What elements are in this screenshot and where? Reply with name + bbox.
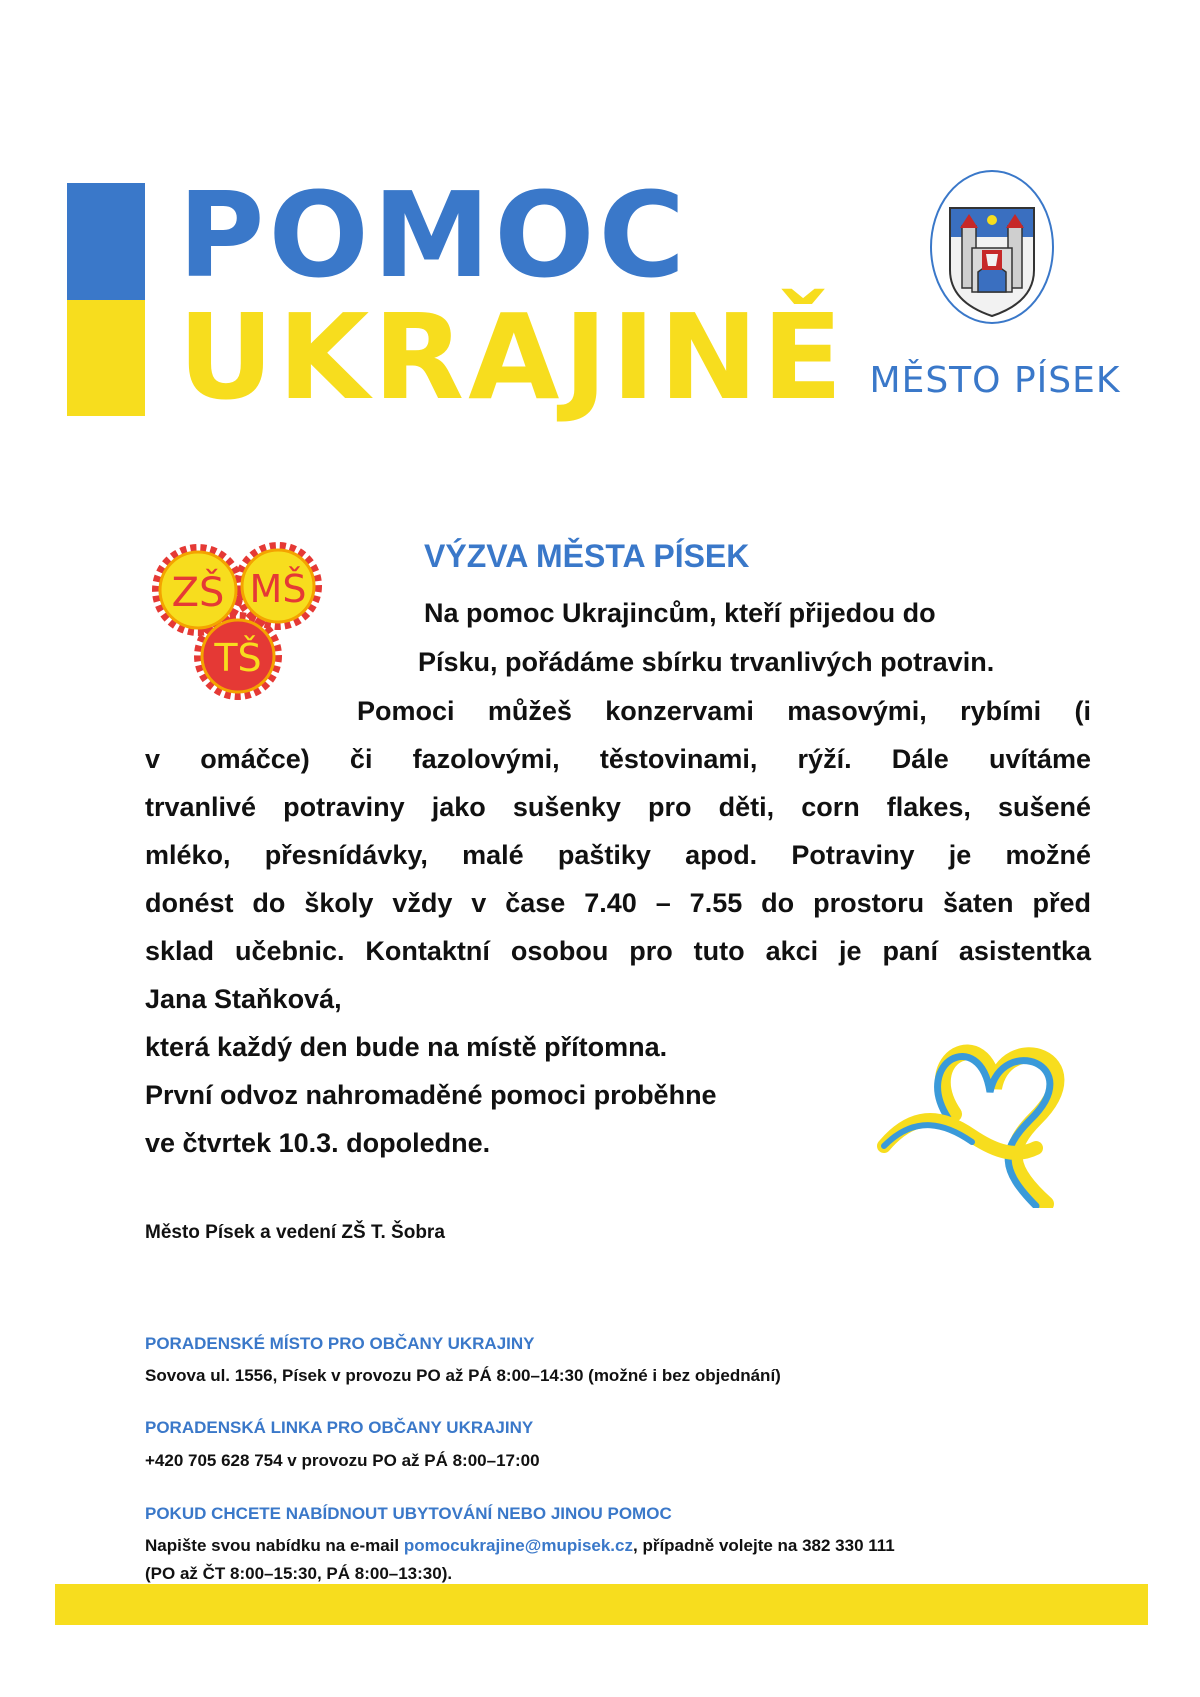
school-logo-ts: TŠ [214, 636, 262, 680]
school-logo-ms: MŠ [249, 567, 307, 611]
appeal-line-6: mléko, přesnídávky, malé paštiky apod. Potraviny je možné [145, 840, 1091, 870]
signature: Město Písek a vedení ZŠ T. Šobra [145, 1222, 445, 1243]
ribbon-heart-icon [876, 1018, 1096, 1208]
offer-heading: POKUD CHCETE NABÍDNOUT UBYTOVÁNÍ NEBO JINOU POMOC [145, 1504, 672, 1523]
counseling-line-heading: PORADENSKÁ LINKA PRO OBČANY UKRAJINY [145, 1418, 534, 1437]
title-line-1: POMOC [178, 166, 690, 304]
appeal-line-11: První odvoz nahromaděné pomoci proběhne [145, 1080, 717, 1110]
appeal-line-5: trvanlivé potraviny jako sušenky pro děti, corn flakes, sušené [145, 792, 1091, 822]
appeal-line-7: donést do školy vždy v čase 7.40 – 7.55 do prostoru šaten před [145, 888, 1091, 918]
appeal-line-9: Jana Staňková, [145, 984, 342, 1014]
counseling-place-heading: PORADENSKÉ MÍSTO PRO OBČANY UKRAJINY [145, 1334, 535, 1353]
city-crest-icon [928, 168, 1056, 326]
offer-hours: (PO až ČT 8:00–15:30, PÁ 8:00–13:30). [145, 1564, 453, 1583]
offer-email-link[interactable]: pomocukrajine@mupisek.cz [403, 1536, 633, 1555]
appeal-line-2: Písku, pořádáme sbírku trvanlivých potravin. [418, 647, 995, 677]
appeal-line-1: Na pomoc Ukrajincům, kteří přijedou do [424, 598, 936, 628]
flag-block-blue [67, 183, 145, 300]
offer-text [145, 1536, 895, 1556]
school-logo-zs: ZŠ [171, 570, 225, 616]
bottom-yellow-bar [55, 1584, 1148, 1625]
appeal-line-8: sklad učebnic. Kontaktní osobou pro tuto akci je paní asistentka [145, 936, 1091, 966]
counseling-place-text: Sovova ul. 1556, Písek v provozu PO až PÁ 8:00–14:30 (možné i bez objednání) [145, 1366, 781, 1385]
title-line-2: UKRAJINĚ [178, 288, 847, 426]
offer-text-before: Napište svou nabídku na e-mail [145, 1536, 404, 1555]
appeal-line-4: v omáčce) či fazolovými, těstovinami, rýží. Dále uvítáme [145, 744, 1091, 774]
flag-block-yellow [67, 300, 145, 416]
appeal-line-12: ve čtvrtek 10.3. dopoledne. [145, 1128, 491, 1158]
city-name: MĚSTO PÍSEK [869, 360, 1121, 401]
appeal-line-10: která každý den bude na místě přítomna. [145, 1032, 668, 1062]
appeal-line-3: Pomoci můžeš konzervami masovými, rybími (i [357, 696, 1091, 726]
offer-text-after: , případně volejte na 382 330 111 [633, 1536, 895, 1555]
school-logo-icon [142, 530, 344, 706]
counseling-line-text: +420 705 628 754 v provozu PO až PÁ 8:00–17:00 [145, 1451, 540, 1470]
appeal-heading: VÝZVA MĚSTA PÍSEK [424, 538, 750, 574]
